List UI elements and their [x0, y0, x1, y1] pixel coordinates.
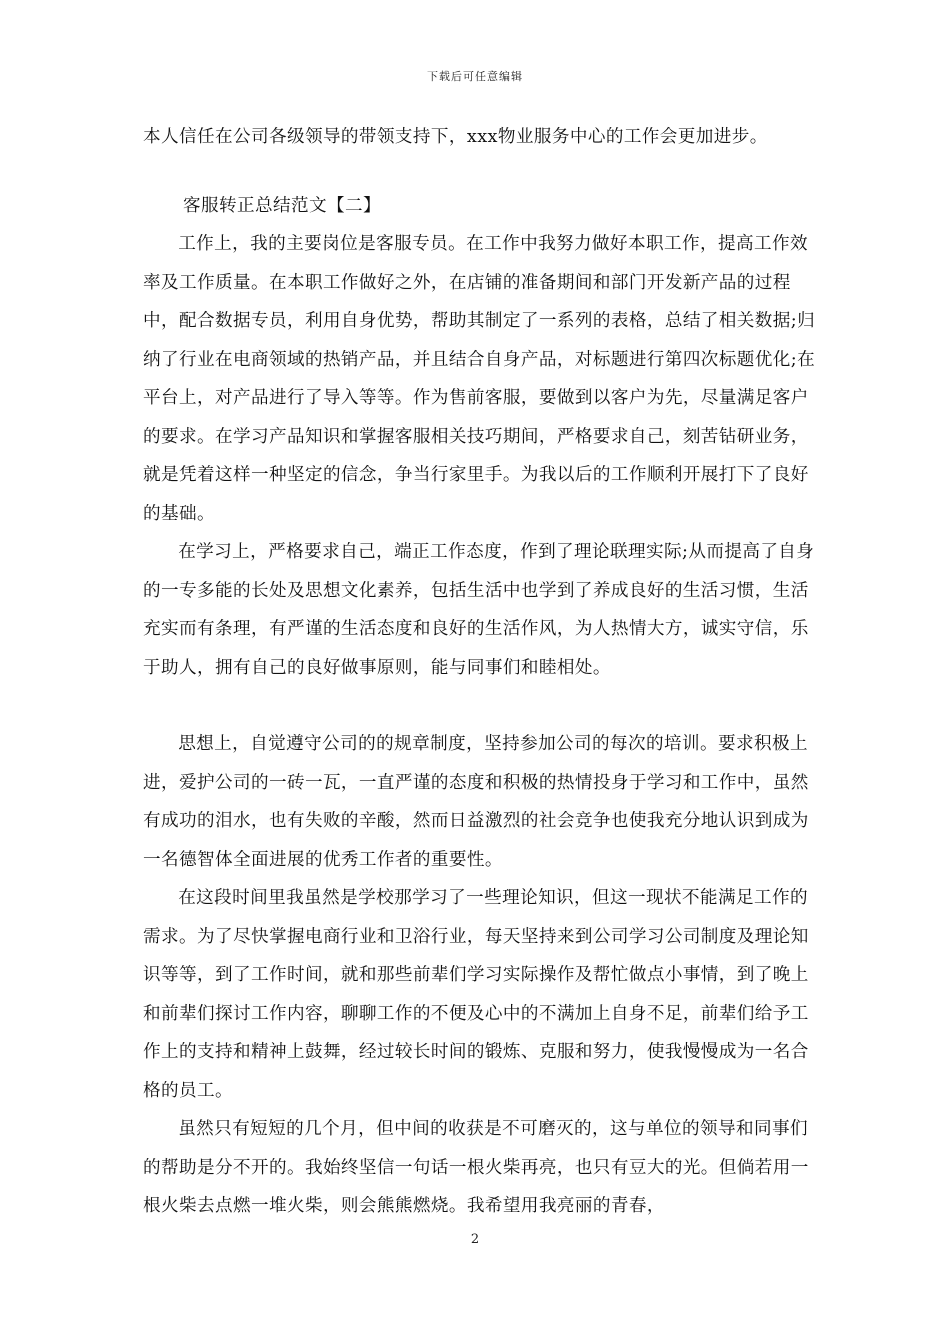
document-body	[143, 118, 823, 1226]
paragraph-work: 工作上，我的主要岗位是客服专员。在工作中我努力做好本职工作，提高工作效率及工作质量。在本职工作做好之外，在店铺的准备期间和部门开发新产品的过程中，配合数据专员，利用自身优势，帮助其制定了一系列的表格，总结了相关数据;归纳了行业在电商领域的热销产品，并且结合自身产品，对标题进行第四次标题优化;在平台上，对产品进行了导入等等。作为售前客服，要做到以客户为先，尽量满足客户的要求。在学习产品知识和掌握客服相关技巧期间，严格要求自己，刻苦钻研业务，就是凭着这样一种坚定的信念，争当行家里手。为我以后的工作顺利开展打下了良好的基础。	[143, 234, 816, 524]
paragraph-harvest: 虽然只有短短的几个月，但中间的收获是不可磨灭的，这与单位的领导和同事们的帮助是分不开的。我始终坚信一句话一根火柴再亮，也只有豆大的光。但倘若用一根火柴去点燃一堆火柴，则会熊熊燃烧。我希望用我亮丽的青春，	[143, 1119, 809, 1216]
paragraph-study: 在学习上，严格要求自己，端正工作态度，作到了理论联理实际;从而提高了自身的一专多能的长处及思想文化素养，包括生活中也学到了养成良好的生活习惯，生活充实而有条理，有严谨的生活态度和良好的生活作风，为人热情大方，诚实守信，乐于助人，拥有自己的良好做事原则，能与同事们和睦相处。	[143, 542, 815, 678]
paragraph-period: 在这段时间里我虽然是学校那学习了一些理论知识，但这一现状不能满足工作的需求。为了尽快掌握电商行业和卫浴行业，每天坚持来到公司学习公司制度及理论知识等等，到了工作时间，就和那些前辈们学习实际操作及帮忙做点小事情，到了晚上和前辈们探讨工作内容，聊聊工作的不便及心中的不满加上自身不足，前辈们给予工作上的支持和精神上鼓舞，经过较长时间的锻炼、克服和努力，使我慢慢成为一名合格的员工。	[143, 888, 809, 1101]
paragraph-thought: 思想上，自觉遵守公司的的规章制度，坚持参加公司的每次的培训。要求积极上进，爱护公司的一砖一瓦，一直严谨的态度和积极的热情投身于学习和工作中，虽然有成功的泪水，也有失败的辛酸，然而日益激烈的社会竞争也使我充分地认识到成为一名德智体全面进展的优秀工作者的重要性。	[143, 734, 809, 870]
page-header: 下载后可任意编辑	[427, 70, 523, 83]
section-title: 客服转正总结范文【二】	[183, 195, 381, 216]
page-number: 2	[470, 1232, 480, 1247]
paragraph-closing-line: 本人信任在公司各级领导的带领支持下，xxx物业服务中心的工作会更加进步。	[143, 127, 768, 147]
